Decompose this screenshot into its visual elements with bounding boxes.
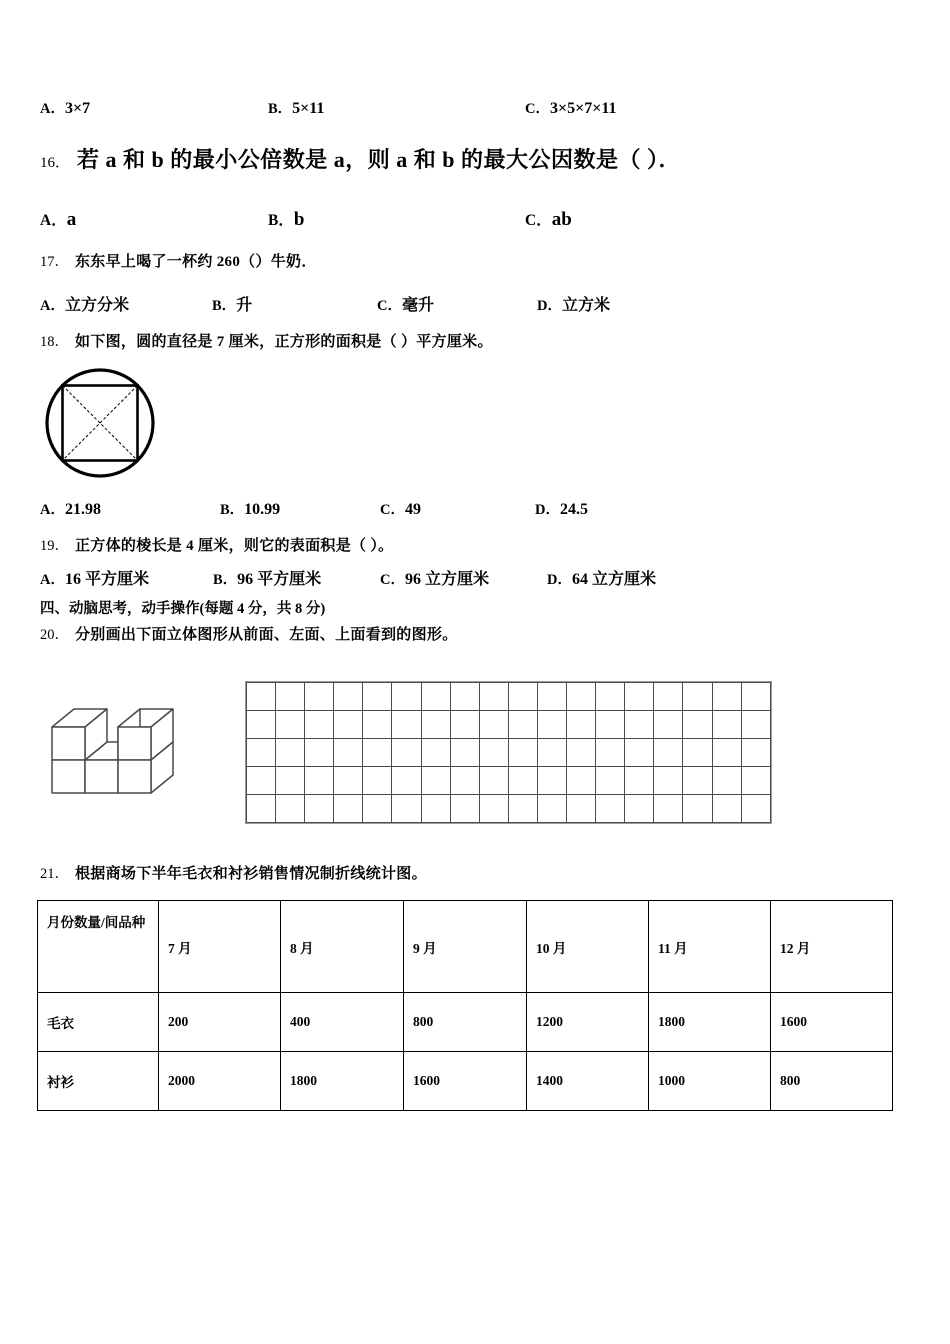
answer-grid-cell[interactable] — [712, 683, 741, 711]
option-c-label: C． — [525, 101, 550, 117]
question-18-option-c[interactable] — [380, 498, 421, 519]
table-row-header: 衬衫 — [38, 1052, 159, 1111]
question-18-options — [40, 498, 910, 522]
table-cell: 1400 — [527, 1052, 649, 1111]
answer-grid-cell[interactable] — [508, 795, 537, 823]
question-17-option-c[interactable] — [377, 292, 434, 315]
option-a-text: a — [66, 209, 77, 230]
answer-grid-row — [247, 795, 771, 823]
answer-grid-cell[interactable] — [654, 683, 683, 711]
table-header-row — [38, 901, 893, 993]
question-17-option-b[interactable] — [212, 292, 252, 315]
table-cell: 2000 — [159, 1052, 281, 1111]
table-cell: 800 — [771, 1052, 893, 1111]
option-d-text: 立方米 — [561, 297, 610, 314]
question-19-option-d[interactable] — [547, 566, 656, 589]
question-16-number: 16． — [40, 155, 71, 171]
answer-grid-cell[interactable] — [305, 795, 334, 823]
table-cell: 200 — [159, 993, 281, 1052]
answer-grid-cell[interactable] — [625, 767, 654, 795]
answer-grid-cell[interactable] — [450, 767, 479, 795]
option-b-text: 96 平方厘米 — [237, 571, 322, 588]
option-d-label: D． — [547, 572, 572, 588]
answer-grid[interactable] — [245, 681, 772, 824]
option-a-label: A． — [40, 212, 67, 229]
answer-grid-cell[interactable] — [421, 795, 450, 823]
answer-grid-cell[interactable] — [247, 683, 276, 711]
answer-grid-cell[interactable] — [567, 795, 596, 823]
answer-grid-cell[interactable] — [247, 739, 276, 767]
answer-grid-cell[interactable] — [421, 739, 450, 767]
answer-grid-cell[interactable] — [479, 711, 508, 739]
answer-grid-cell[interactable] — [741, 683, 770, 711]
question-18-number: 18． — [40, 334, 69, 350]
question-18 — [40, 330, 493, 351]
answer-grid-cell[interactable] — [567, 739, 596, 767]
answer-grid-cell[interactable] — [450, 683, 479, 711]
option-b-text: 升 — [236, 297, 253, 314]
option-d-label: D． — [537, 298, 562, 314]
circle-with-inscribed-square-figure — [42, 366, 162, 484]
answer-grid-cell[interactable] — [625, 683, 654, 711]
option-c-label: C． — [380, 572, 405, 588]
answer-grid-cell[interactable] — [363, 739, 392, 767]
option-b-label: B． — [268, 101, 293, 117]
question-19 — [40, 534, 393, 555]
answer-grid-cell[interactable] — [450, 711, 479, 739]
question-17-options — [40, 292, 910, 316]
answer-grid-cell[interactable] — [334, 767, 363, 795]
question-17-text: 东东早上喝了一杯约 260（）牛奶． — [75, 254, 317, 270]
table-cell: 800 — [404, 993, 527, 1052]
answer-grid-cell[interactable] — [712, 795, 741, 823]
question-18-option-a[interactable] — [40, 498, 101, 519]
table-column-header-1: 7 月 — [159, 901, 281, 993]
answer-grid-cell[interactable] — [508, 739, 537, 767]
answer-grid-cell[interactable] — [537, 739, 566, 767]
answer-grid-cell[interactable] — [596, 795, 625, 823]
question-15-options — [40, 97, 910, 121]
answer-grid-cell[interactable] — [654, 767, 683, 795]
question-19-options — [40, 566, 910, 590]
answer-grid-cell[interactable] — [479, 683, 508, 711]
answer-grid-cell[interactable] — [508, 767, 537, 795]
answer-grid-cell[interactable] — [421, 711, 450, 739]
option-a-label: A． — [40, 572, 65, 588]
question-18-text: 如下图，圆的直径是 7 厘米，正方形的面积是（ ）平方厘米。 — [75, 334, 493, 350]
option-b-label: B． — [220, 502, 245, 518]
question-16-text: 若 a 和 b 的最小公倍数是 a，则 a 和 b 的最大公因数是（ ）． — [77, 147, 681, 172]
option-c-text: 49 — [404, 501, 421, 518]
answer-grid-cell[interactable] — [567, 683, 596, 711]
question-18-option-d[interactable] — [535, 498, 588, 519]
option-c[interactable] — [525, 97, 616, 118]
option-d-text: 64 立方厘米 — [571, 571, 656, 588]
answer-grid-cell[interactable] — [392, 795, 421, 823]
answer-grid-cell[interactable] — [247, 795, 276, 823]
answer-grid-cell[interactable] — [596, 739, 625, 767]
answer-grid-cell[interactable] — [508, 683, 537, 711]
answer-grid-cell[interactable] — [363, 767, 392, 795]
option-a-text: 16 平方厘米 — [64, 571, 149, 588]
question-17 — [40, 250, 317, 271]
answer-grid-cell[interactable] — [596, 767, 625, 795]
option-b-label: B． — [212, 298, 237, 314]
question-16-option-a[interactable] — [40, 208, 76, 231]
answer-grid-cell[interactable] — [537, 795, 566, 823]
option-a[interactable] — [40, 97, 90, 118]
answer-grid-cell[interactable] — [683, 711, 712, 739]
table-corner-header: 月份数量/间品种 — [38, 901, 159, 993]
answer-grid-cell[interactable] — [305, 683, 334, 711]
answer-grid-cell[interactable] — [712, 739, 741, 767]
option-a-label: A． — [40, 298, 65, 314]
table-cell: 1600 — [404, 1052, 527, 1111]
question-19-number: 19． — [40, 538, 69, 554]
option-a-text: 21.98 — [64, 501, 101, 518]
answer-grid-cell[interactable] — [479, 767, 508, 795]
answer-grid-cell[interactable] — [479, 795, 508, 823]
answer-grid-cell[interactable] — [305, 711, 334, 739]
option-b-text: 5×11 — [292, 100, 325, 117]
answer-grid-row — [247, 739, 771, 767]
option-b-label: B． — [268, 212, 294, 229]
question-16-option-c[interactable] — [525, 208, 572, 231]
answer-grid-cell[interactable] — [625, 739, 654, 767]
question-19-option-b[interactable] — [213, 566, 321, 589]
answer-grid-row — [247, 683, 771, 711]
question-16-options — [40, 208, 910, 232]
answer-grid-cell[interactable] — [508, 711, 537, 739]
answer-grid-cell[interactable] — [683, 795, 712, 823]
option-a-label: A． — [40, 101, 65, 117]
option-a-label: A． — [40, 502, 65, 518]
section-four-heading: 四、动脑思考，动手操作(每题 4 分，共 8 分) — [40, 601, 326, 617]
answer-grid-cell[interactable] — [712, 767, 741, 795]
answer-grid-cell[interactable] — [654, 739, 683, 767]
answer-grid-cell[interactable] — [247, 767, 276, 795]
option-c-text: 3×5×7×11 — [549, 100, 617, 117]
cube-stack-figure — [44, 688, 184, 803]
option-a-text: 3×7 — [64, 100, 91, 117]
answer-grid-cell[interactable] — [392, 767, 421, 795]
question-19-option-c[interactable] — [380, 566, 489, 589]
option-a-text: 立方分米 — [64, 297, 129, 314]
answer-grid-cell[interactable] — [741, 739, 770, 767]
question-19-option-a[interactable] — [40, 566, 149, 589]
answer-grid-cell[interactable] — [276, 767, 305, 795]
question-20 — [40, 623, 458, 644]
answer-grid-cell[interactable] — [654, 795, 683, 823]
answer-grid-row — [247, 711, 771, 739]
table-row — [38, 993, 893, 1052]
table-row — [38, 1052, 893, 1111]
answer-grid-cell[interactable] — [334, 739, 363, 767]
question-19-text: 正方体的棱长是 4 厘米，则它的表面积是（ ）。 — [75, 538, 394, 554]
answer-grid-cell[interactable] — [596, 683, 625, 711]
answer-grid-cell[interactable] — [683, 683, 712, 711]
table-column-header-5: 11 月 — [649, 901, 771, 993]
answer-grid-cell[interactable] — [479, 739, 508, 767]
cube-stack-shape — [52, 709, 173, 793]
question-17-number: 17． — [40, 254, 69, 270]
answer-grid-cell[interactable] — [276, 739, 305, 767]
answer-grid-cell[interactable] — [363, 795, 392, 823]
answer-grid-cell[interactable] — [276, 711, 305, 739]
answer-grid-cell[interactable] — [567, 711, 596, 739]
table-row-header: 毛衣 — [38, 993, 159, 1052]
sales-statistics-table — [37, 900, 893, 1111]
question-21-number: 21． — [40, 866, 69, 882]
answer-grid-cell[interactable] — [741, 767, 770, 795]
answer-grid-cell[interactable] — [625, 711, 654, 739]
table-cell: 1000 — [649, 1052, 771, 1111]
answer-grid-table[interactable] — [246, 682, 771, 823]
answer-grid-cell[interactable] — [392, 711, 421, 739]
answer-grid-cell[interactable] — [741, 795, 770, 823]
answer-grid-cell[interactable] — [537, 767, 566, 795]
option-c-text: ab — [551, 209, 572, 230]
answer-grid-cell[interactable] — [421, 683, 450, 711]
answer-grid-cell[interactable] — [537, 683, 566, 711]
table-column-header-3: 9 月 — [404, 901, 527, 993]
table-cell: 400 — [281, 993, 404, 1052]
answer-grid-cell[interactable] — [247, 711, 276, 739]
answer-grid-cell[interactable] — [305, 767, 334, 795]
table-cell: 1800 — [281, 1052, 404, 1111]
table-column-header-6: 12 月 — [771, 901, 893, 993]
answer-grid-cell[interactable] — [334, 683, 363, 711]
answer-grid-cell[interactable] — [334, 711, 363, 739]
question-18-option-b[interactable] — [220, 498, 280, 519]
answer-grid-cell[interactable] — [712, 711, 741, 739]
option-c-label: C． — [380, 502, 405, 518]
answer-grid-cell[interactable] — [654, 711, 683, 739]
answer-grid-cell[interactable] — [683, 739, 712, 767]
answer-grid-cell[interactable] — [567, 767, 596, 795]
answer-grid-cell[interactable] — [363, 711, 392, 739]
question-21 — [40, 862, 427, 883]
option-c-text: 96 立方厘米 — [404, 571, 489, 588]
option-b-text: b — [293, 209, 305, 230]
option-c-label: C． — [525, 212, 552, 229]
option-b-text: 10.99 — [244, 501, 281, 518]
question-16-option-b[interactable] — [268, 208, 304, 231]
answer-grid-row — [247, 767, 771, 795]
table-cell: 1600 — [771, 993, 893, 1052]
option-b[interactable] — [268, 97, 324, 118]
table-column-header-2: 8 月 — [281, 901, 404, 993]
table-cell: 1200 — [527, 993, 649, 1052]
question-20-text: 分别画出下面立体图形从前面、左面、上面看到的图形。 — [75, 627, 458, 643]
answer-grid-cell[interactable] — [596, 711, 625, 739]
option-c-text: 毫升 — [401, 297, 434, 314]
table-column-header-4: 10 月 — [527, 901, 649, 993]
option-d-text: 24.5 — [559, 501, 588, 518]
answer-grid-cell[interactable] — [276, 683, 305, 711]
answer-grid-cell[interactable] — [305, 739, 334, 767]
answer-grid-cell[interactable] — [450, 795, 479, 823]
question-21-text: 根据商场下半年毛衣和衬衫销售情况制折线统计图。 — [75, 866, 427, 882]
answer-grid-cell[interactable] — [537, 711, 566, 739]
answer-grid-cell[interactable] — [334, 795, 363, 823]
table-cell: 1800 — [649, 993, 771, 1052]
answer-grid-cell[interactable] — [363, 683, 392, 711]
question-17-option-d[interactable] — [537, 292, 610, 315]
answer-grid-cell[interactable] — [421, 767, 450, 795]
answer-grid-cell[interactable] — [392, 683, 421, 711]
answer-grid-cell[interactable] — [392, 739, 421, 767]
answer-grid-cell[interactable] — [276, 795, 305, 823]
answer-grid-cell[interactable] — [450, 739, 479, 767]
question-16 — [40, 143, 681, 174]
question-20-number: 20． — [40, 627, 69, 643]
answer-grid-cell[interactable] — [741, 711, 770, 739]
answer-grid-cell[interactable] — [625, 795, 654, 823]
answer-grid-cell[interactable] — [683, 767, 712, 795]
option-b-label: B． — [213, 572, 238, 588]
option-c-label: C． — [377, 298, 402, 314]
option-d-label: D． — [535, 502, 560, 518]
question-17-option-a[interactable] — [40, 292, 129, 315]
